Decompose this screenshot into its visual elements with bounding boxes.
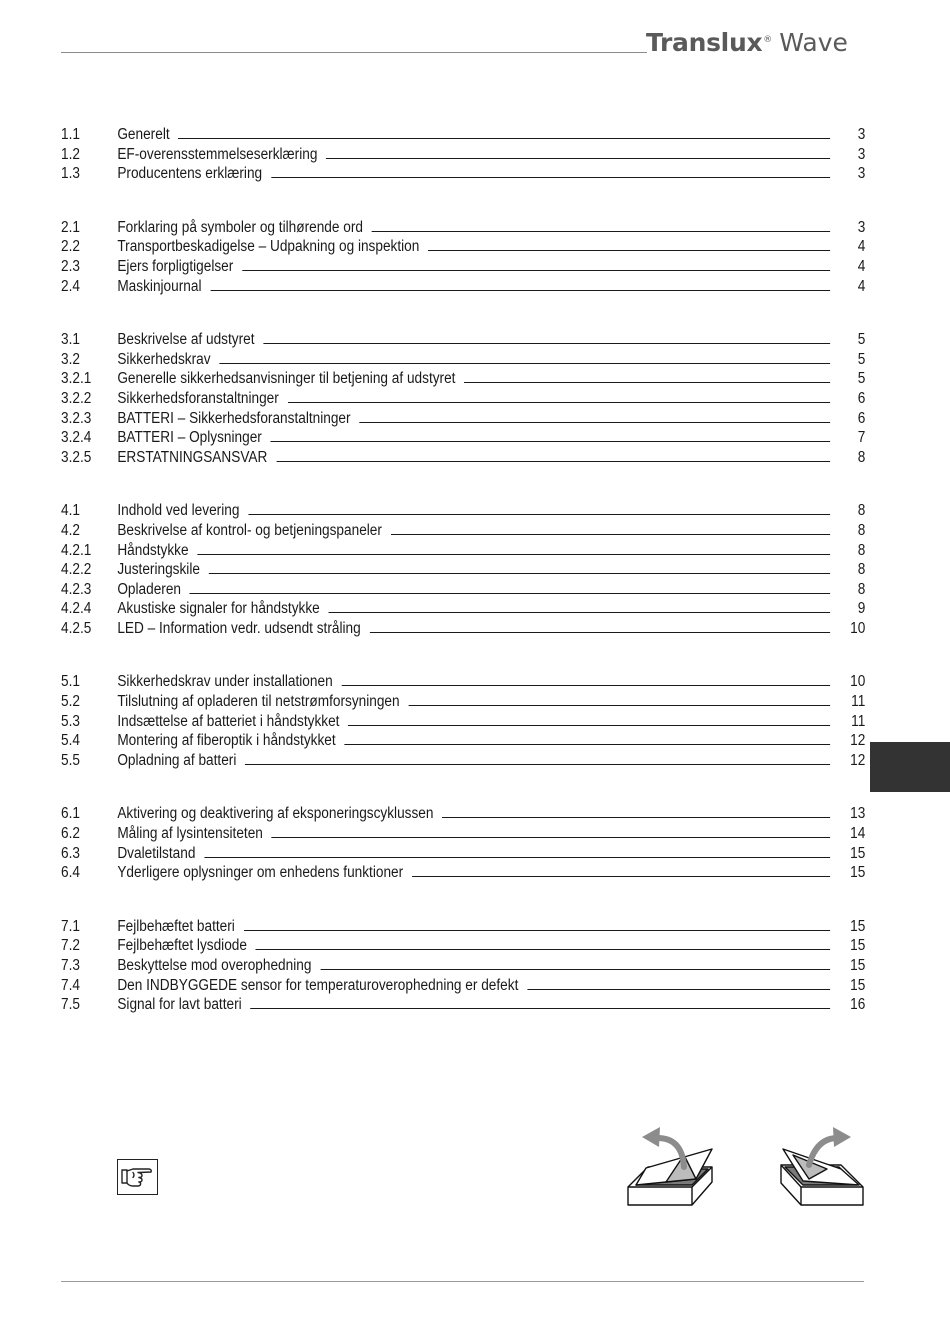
toc-leader-line	[271, 428, 830, 442]
toc-entry-page: 7	[857, 429, 866, 447]
toc-leader-line	[272, 824, 830, 838]
toc-entry-page: 3	[857, 126, 866, 143]
toc-entry-title: Beskrivelse af udstyret	[117, 331, 255, 349]
toc-leader-line	[209, 560, 830, 574]
pointing-hand-icon	[117, 1159, 158, 1195]
toc-leader-line	[219, 350, 830, 364]
toc-entry-title: ERSTATNINGSANSVAR	[117, 448, 268, 466]
toc-leader-line	[190, 580, 830, 594]
toc-entry[interactable]	[61, 257, 865, 277]
registered-mark: ®	[763, 35, 773, 45]
toc-entry[interactable]	[61, 995, 865, 1015]
toc-entry-number: 7.4	[61, 976, 80, 994]
toc-entry-page: 15	[850, 976, 866, 994]
toc-section	[61, 218, 866, 296]
toc-entry[interactable]	[61, 580, 865, 600]
toc-entry-title: Beskrivelse af kontrol- og betjeningspaneler	[117, 521, 382, 539]
toc-entry-title: EF-overensstemmelseserklæring	[117, 145, 318, 163]
toc-entry-title: Montering af fiberoptik i håndstykket	[117, 732, 336, 750]
toc-entry-page: 5	[857, 370, 866, 388]
toc-section	[61, 672, 866, 770]
toc-entry[interactable]	[61, 824, 865, 844]
toc-entry[interactable]	[61, 599, 865, 619]
toc-leader-line	[288, 389, 830, 403]
toc-entry-number: 3.2.3	[61, 409, 92, 427]
toc-entry[interactable]	[61, 804, 865, 824]
toc-entry-title: Tilslutning af opladeren til netstrømforsyningen	[117, 693, 400, 711]
footer-rule	[61, 1281, 864, 1282]
toc-entry[interactable]	[61, 521, 865, 541]
toc-entry[interactable]	[61, 844, 865, 864]
toc-entry-number: 5.4	[61, 732, 80, 750]
toc-section	[61, 125, 866, 184]
toc-entry-page: 6	[857, 409, 866, 427]
toc-leader-line	[442, 804, 830, 818]
toc-entry-page: 10	[850, 673, 866, 691]
toc-leader-line	[248, 501, 830, 515]
toc-entry-title: Sikkerhedskrav	[117, 350, 211, 368]
toc-entry-number: 4.2.5	[61, 619, 92, 637]
toc-entry-page: 8	[857, 502, 866, 520]
toc-entry-number: 4.2.1	[61, 541, 92, 559]
toc-leader-line	[408, 692, 830, 706]
toc-entry-number: 7.3	[61, 957, 80, 974]
toc-entry-page: 5	[857, 331, 866, 349]
toc-entry[interactable]	[61, 619, 865, 639]
toc-entry-page: 8	[857, 541, 866, 559]
toc-entry-number: 6.1	[61, 805, 80, 823]
toc-leader-line	[250, 995, 830, 1009]
toc-entry-page: 14	[850, 825, 866, 843]
toc-entry-title: Fejlbehæftet lysdiode	[117, 937, 247, 955]
toc-leader-line	[329, 599, 831, 613]
toc-entry-number: 4.1	[61, 502, 80, 520]
toc-entry-title: Opladeren	[117, 580, 182, 598]
toc-entry-page: 4	[857, 277, 866, 295]
toc-leader-line	[320, 956, 830, 970]
toc-entry[interactable]	[61, 560, 865, 580]
toc-entry-title: Måling af lysintensiteten	[117, 825, 263, 843]
toc-entry-page: 8	[857, 448, 866, 466]
toc-entry[interactable]	[61, 956, 865, 976]
page-fold-right-icon	[779, 1125, 875, 1210]
toc-entry-title: Justeringskile	[117, 561, 200, 579]
toc-entry[interactable]	[61, 448, 865, 468]
toc-leader-line	[256, 936, 830, 950]
toc-entry-page: 12	[850, 732, 866, 750]
toc-leader-line	[244, 917, 830, 931]
toc-entry[interactable]	[61, 541, 865, 561]
toc-entry-page: 15	[850, 844, 866, 862]
toc-entry[interactable]	[61, 218, 865, 238]
toc-entry-title: Generelt	[117, 126, 170, 143]
toc-entry-page: 13	[850, 805, 866, 823]
toc-leader-line	[242, 257, 830, 271]
toc-entry-page: 10	[850, 619, 866, 637]
toc-entry-number: 4.2.2	[61, 561, 92, 579]
toc-leader-line	[326, 145, 830, 159]
toc-entry[interactable]	[61, 672, 865, 692]
toc-entry-title: BATTERI – Sikkerhedsforanstaltninger	[117, 409, 351, 427]
toc-leader-line	[276, 448, 830, 462]
toc-entry-page: 11	[851, 712, 866, 730]
brand-logo	[646, 26, 876, 60]
toc-entry-page: 15	[850, 864, 866, 882]
toc-entry-title: Beskyttelse mod overophedning	[117, 957, 312, 974]
chapter-tab-marker	[870, 742, 950, 792]
toc-entry-title: Aktivering og deaktivering af eksponeringscyklussen	[117, 805, 434, 823]
toc-entry-page: 5	[857, 350, 866, 368]
toc-entry-title: BATTERI – Oplysninger	[117, 429, 262, 447]
toc-entry[interactable]	[61, 692, 865, 712]
toc-leader-line	[197, 541, 830, 555]
toc-leader-line	[204, 844, 830, 858]
toc-section	[61, 804, 866, 882]
toc-section	[61, 917, 866, 1015]
toc-entry-title: LED – Information vedr. udsendt stråling	[117, 619, 361, 637]
toc-entry[interactable]	[61, 277, 865, 297]
toc-entry[interactable]	[61, 863, 865, 883]
toc-entry-title: Forklaring på symboler og tilhørende ord	[117, 218, 363, 236]
toc-leader-line	[464, 369, 830, 383]
toc-entry[interactable]	[61, 731, 865, 751]
toc-entry-title: Indsættelse af batteriet i håndstykket	[117, 712, 340, 730]
toc-entry-page: 15	[850, 957, 866, 974]
toc-entry-number: 5.3	[61, 712, 80, 730]
toc-entry-page: 8	[857, 580, 866, 598]
toc-entry-number: 6.2	[61, 825, 80, 843]
toc-leader-line	[412, 863, 830, 877]
toc-entry-title: Transportbeskadigelse – Udpakning og inspektion	[117, 238, 420, 256]
toc-entry-title: Signal for lavt batteri	[117, 996, 242, 1014]
toc-entry[interactable]	[61, 917, 865, 937]
toc-leader-line	[271, 164, 830, 178]
toc-entry-number: 4.2	[61, 521, 80, 539]
toc-entry-title: Dvaletilstand	[117, 844, 196, 862]
toc-entry-page: 12	[850, 751, 866, 769]
toc-entry-page: 4	[857, 257, 866, 275]
toc-entry-number: 1.1	[61, 126, 80, 143]
toc-entry-number: 6.3	[61, 844, 80, 862]
toc-entry-page: 4	[857, 238, 866, 256]
toc-leader-line	[359, 409, 830, 423]
toc-entry-number: 4.2.4	[61, 600, 92, 618]
toc-entry[interactable]	[61, 712, 865, 732]
toc-entry-page: 3	[857, 165, 866, 183]
toc-entry-title: Den INDBYGGEDE sensor for temperaturoverophedning er defekt	[117, 976, 519, 994]
table-of-contents	[61, 125, 866, 1015]
toc-entry-number: 6.4	[61, 864, 80, 882]
toc-entry[interactable]	[61, 125, 865, 145]
toc-entry-number: 2.1	[61, 218, 80, 236]
toc-leader-line	[527, 976, 830, 990]
toc-entry-number: 7.5	[61, 996, 80, 1014]
toc-entry-number: 3.1	[61, 331, 80, 349]
toc-entry-number: 2.4	[61, 277, 80, 295]
toc-leader-line	[263, 330, 830, 344]
toc-entry-page: 8	[857, 521, 866, 539]
toc-entry-number: 3.2.4	[61, 429, 92, 447]
toc-leader-line	[341, 672, 830, 686]
toc-entry-title: Fejlbehæftet batteri	[117, 917, 235, 935]
toc-entry[interactable]	[61, 936, 865, 956]
toc-entry-page: 3	[857, 218, 866, 236]
toc-entry-page: 3	[857, 145, 866, 163]
toc-entry-title: Maskinjournal	[117, 277, 202, 295]
toc-entry-page: 15	[850, 937, 866, 955]
toc-entry-page: 6	[857, 389, 866, 407]
toc-entry[interactable]	[61, 164, 865, 184]
toc-entry[interactable]	[61, 428, 865, 448]
toc-entry-page: 15	[850, 917, 866, 935]
toc-leader-line	[370, 619, 831, 633]
toc-entry-title: Opladning af batteri	[117, 751, 237, 769]
toc-entry-number: 3.2.2	[61, 389, 92, 407]
header-rule	[61, 52, 647, 53]
toc-leader-line	[372, 218, 830, 232]
toc-entry[interactable]	[61, 409, 865, 429]
toc-entry[interactable]	[61, 751, 865, 771]
toc-entry-number: 2.2	[61, 238, 80, 256]
toc-entry-title: Yderligere oplysninger om enhedens funktioner	[117, 864, 404, 882]
toc-entry-number: 2.3	[61, 257, 80, 275]
toc-entry-title: Producentens erklæring	[117, 165, 263, 183]
page-fold-left-icon	[626, 1125, 722, 1210]
toc-entry-page: 11	[851, 693, 866, 711]
toc-entry-number: 4.2.3	[61, 580, 92, 598]
brand-model: Wave	[779, 28, 848, 57]
toc-section	[61, 501, 866, 638]
toc-entry-number: 1.2	[61, 145, 80, 163]
toc-leader-line	[391, 521, 830, 535]
toc-entry-title: Ejers forpligtigelser	[117, 257, 234, 275]
toc-leader-line	[428, 237, 830, 251]
toc-entry[interactable]	[61, 976, 865, 996]
toc-entry[interactable]	[61, 389, 865, 409]
toc-leader-line	[245, 751, 830, 765]
toc-leader-line	[348, 712, 830, 726]
toc-entry-number: 5.1	[61, 673, 80, 691]
toc-entry[interactable]	[61, 237, 865, 257]
toc-entry-title: Sikkerhedsforanstaltninger	[117, 389, 279, 407]
toc-entry-title: Sikkerhedskrav under installationen	[117, 673, 333, 691]
toc-entry-page: 16	[850, 996, 866, 1014]
toc-entry[interactable]	[61, 145, 865, 165]
toc-entry-number: 5.5	[61, 751, 80, 769]
toc-entry-title: Akustiske signaler for håndstykke	[117, 600, 320, 618]
toc-entry-number: 3.2.1	[61, 370, 92, 388]
brand-name: Translux	[646, 28, 763, 57]
toc-entry[interactable]	[61, 330, 865, 350]
toc-entry-number: 1.3	[61, 165, 80, 183]
toc-entry[interactable]	[61, 501, 865, 521]
toc-leader-line	[344, 731, 830, 745]
toc-leader-line	[210, 277, 830, 291]
toc-section	[61, 330, 866, 467]
toc-entry-number: 3.2	[61, 350, 80, 368]
toc-entry-number: 5.2	[61, 693, 80, 711]
toc-entry-number: 7.2	[61, 937, 80, 955]
toc-entry-number: 3.2.5	[61, 448, 92, 466]
toc-entry-number: 7.1	[61, 917, 80, 935]
toc-entry-title: Indhold ved levering	[117, 502, 240, 520]
toc-entry-page: 9	[857, 600, 866, 618]
toc-entry-page: 8	[857, 561, 866, 579]
toc-leader-line	[178, 125, 830, 139]
toc-entry-title: Generelle sikkerhedsanvisninger til betjening af udstyret	[117, 370, 456, 388]
toc-entry[interactable]	[61, 369, 865, 389]
toc-entry-title: Håndstykke	[117, 541, 189, 559]
toc-entry[interactable]	[61, 350, 865, 370]
